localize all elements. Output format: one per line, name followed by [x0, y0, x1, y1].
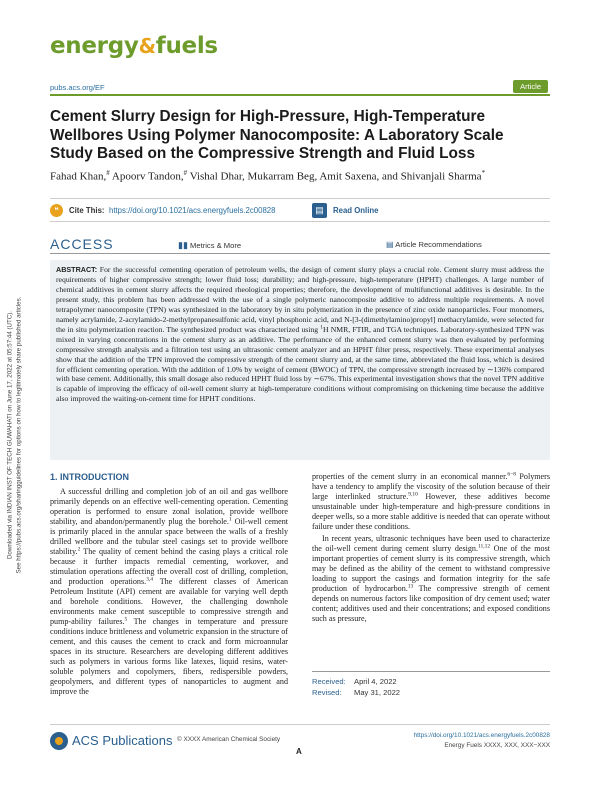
- read-online-icon[interactable]: ▤: [312, 203, 327, 218]
- article-dates: [312, 671, 550, 698]
- author-name[interactable]: Fahad Khan,: [50, 170, 107, 183]
- text-run: One of the most important properties of cement slurry is its compressive strength, which may be defined as the ability of the cement to withstand compressive loading to support the casings and formation integrity for the safe production of hydrocarbon.: [312, 544, 550, 593]
- author-mark: #: [106, 169, 110, 177]
- page-number: A: [296, 747, 302, 756]
- recommendations-label: Article Recommendations: [395, 240, 482, 249]
- metrics-label: Metrics & More: [190, 241, 242, 250]
- journal-url-link[interactable]: pubs.acs.org/EF: [50, 83, 105, 92]
- text-run: The compressive strength of cement depends on numerous factors like composition of dry cement used; water content; additives used and their concentrations; and exposed conditions such as pressure,: [312, 584, 550, 623]
- text-run: The quality of cement behind the casing plays a critical role because it further impacts remedial cementing, workover, and stimulation operations affecting the overall cost of drilling, completion, and production operations.: [50, 547, 288, 586]
- author-name[interactable]: Apoorv Tandon,: [111, 170, 184, 183]
- text-run: In recent years, ultrasonic techniques have been used to characterize the oil-well cement during cement slurry design.: [312, 534, 550, 553]
- cite-bar: [50, 198, 550, 222]
- received-date: April 4, 2022: [354, 677, 397, 686]
- access-label: ACCESS: [50, 236, 114, 252]
- intro-paragraph-1-cont: [312, 472, 550, 532]
- text-run: The changes in temperature and pressure conditions induce brittleness and volumetric expansion in the structure of cement, and this causes the cement to crack and form microannular spaces in its structure. Researchers are developing different additives such as polymers in various forms like latexes, liquid resins, water-soluble polymers and copolymers, fibers, redispersible powders, geopolymers, and different types of nanoparticles to augment and improve the: [50, 617, 288, 696]
- section-heading: 1. INTRODUCTION: [50, 472, 130, 482]
- text-run: Polymers have a tendency to amplify the viscosity of the solution because of their large interlinked structure.: [312, 472, 550, 501]
- article-title: Cement Slurry Design for High-Pressure, High-Temperature Wellbores Using Polymer Nanocomposite: A Laboratory Scale Study Based on the Compressive Strength and Fluid Loss: [50, 108, 504, 162]
- reference-link[interactable]: 11,12: [477, 543, 491, 550]
- reference-link[interactable]: 2: [77, 546, 81, 553]
- journal-logo[interactable]: [50, 33, 218, 59]
- text-run: However, these additives become unsustainable under high-temperature and high-pressure conditions in deeper wells, so a more stable additive is needed that can operate without failure under these conditions.: [312, 492, 550, 531]
- footer-divider: [50, 724, 550, 725]
- intro-paragraph-2: [312, 534, 550, 624]
- journal-logo-left: energy: [50, 33, 139, 59]
- abstract-body-b: H NMR, FTIR, and TGA techniques. Laboratory-synthesized TPN was mixed in varying concentrations in the cement slurry as an additive. The performance of the enhanced cement slurry was then evaluated by performing compressive strength analysis and a filtration test using an ultrasonic cement analyzer and an HPHT filter press, respectively. These experimental analyses show that the addition of the TPN improved the compressive strength of the cement slurry and, at the same time, abbreviated the fluid loss, which is desired for efficient cementing operation. With the addition of 1.0% by weight of cement (BWOC) of TPN, the compressive strength increased by ∼136% compared with base cement. Additionally, this small dosage also reduced HPHT fluid loss by ∼67%. This experimental investigation shows that the novel TPN additive is capable of improving the efficacy of oil-well cement slurry at high-temperature conditions without compromising on thickening time because the additive also improved the waiting-on-cement time for HPHT conditions.: [56, 324, 544, 404]
- intro-paragraph-1: [50, 487, 288, 697]
- reference-link[interactable]: 3,4: [146, 576, 154, 583]
- reference-link[interactable]: 9,10: [408, 491, 418, 498]
- revised-date: May 31, 2022: [354, 688, 401, 697]
- author-mark: *: [481, 169, 486, 177]
- left-column: [50, 472, 288, 697]
- bar-chart-icon: ▮▮: [178, 240, 188, 250]
- document-icon: ▤: [386, 240, 394, 249]
- access-divider: [50, 253, 550, 254]
- download-notice-line1: Downloaded via INDIAN INST OF TECH GUWAHATI on June 17, 2022 at 05:57:44 (UTC).: [6, 310, 14, 560]
- author-name[interactable]: Vishal Dhar, Mukarram Beg, Amit Saxena, and Shivanjali Sharma: [189, 170, 482, 183]
- text-run: A successful drilling and completion job of an oil and gas wellbore primarily depends on an effective well-cementing operation. Cementing operation is performed to ensure zonal isolation, provide wellbore stability, and abandon/permanently plug the borehole.: [50, 487, 288, 526]
- abstract-box: [50, 260, 550, 460]
- footer-citation-text: Energy Fuels XXXX, XXX, XXX−XXX: [444, 741, 550, 749]
- reference-link[interactable]: 5: [124, 616, 128, 623]
- revised-label: Revised:: [312, 688, 342, 697]
- journal-logo-right: fuels: [155, 33, 218, 59]
- download-notice-line2: See https://pubs.acs.org/sharingguidelines for options on how to legitimately share published articles.: [15, 296, 22, 574]
- author-mark: #: [183, 169, 188, 177]
- right-column: [312, 472, 550, 624]
- received-label: Received:: [312, 677, 346, 686]
- abstract-label: ABSTRACT:: [56, 265, 98, 274]
- text-run: properties of the cement slurry in an economical manner.: [312, 472, 508, 481]
- read-online-button[interactable]: Read Online: [333, 206, 379, 215]
- footer-citation: [414, 731, 550, 750]
- text-run: The different classes of American Petroleum Institute (API) cement are available for varying well depth and borehole conditions. However, the challenging downhole environments make cement susceptible to compressive strength and pump-ability failures.: [50, 577, 288, 626]
- copyright-text: © XXXX American Chemical Society: [177, 736, 281, 743]
- acs-logo-icon[interactable]: [50, 732, 68, 750]
- reference-link[interactable]: 13: [407, 583, 414, 590]
- doi-link[interactable]: https://doi.org/10.1021/acs.energyfuels.2c00828: [109, 206, 276, 215]
- abstract-text: [56, 265, 544, 404]
- text-run: Oil-well cement is primarily placed in the annular space between the walls of a freshly drilled wellbore and the tubular steel casings set to provide wellbore stability.: [50, 517, 288, 556]
- reference-link[interactable]: 1: [228, 516, 232, 523]
- cite-icon[interactable]: ❝: [50, 204, 63, 217]
- publisher-name[interactable]: ACS Publications: [72, 733, 173, 748]
- abstract-sup: 1: [320, 324, 324, 331]
- recommendations-button[interactable]: [386, 240, 482, 249]
- download-notice: [2, 230, 28, 640]
- abstract-body-a: For the successful cementing operation of petroleum wells, the design of cement slurry plays a crucial role. Cement slurry must address the requirements of higher compressive strength; lower fluid loss; durability; and high-pressure, high-temperature (HPHT) challenges. A large number of chemical additives in cement slurry affects the required rheological properties; therefore, the development of multifunctional additives is desirable. In the present study, this problem has been addressed with the use of a single polymeric nanocomposite additive to address multiple requirements. A novel tetrapolymer nanocomposite (TPN) was synthesized in the laboratory by in situ polymerization in the presence of zinc oxide nanoparticles. Four monomers, namely acrylamide, 2-acrylamido-2-methylpropanesulfonic acid, vinyl phosphonic acid, and N-[3-(dimethylamino)propyl] methacrylamide, were selected for the in situ polymerization reaction. The synthesized product was characterized using: [56, 265, 544, 334]
- footer-doi-link[interactable]: https://doi.org/10.1021/acs.energyfuels.2c00828: [413, 732, 550, 739]
- header-divider: [50, 94, 550, 96]
- author-list: [50, 169, 550, 183]
- journal-logo-amp: &: [138, 34, 156, 58]
- metrics-button[interactable]: [178, 240, 241, 251]
- article-type-badge: Article: [513, 80, 548, 93]
- cite-label: Cite This:: [69, 206, 105, 215]
- reference-link[interactable]: 6−8: [507, 471, 517, 478]
